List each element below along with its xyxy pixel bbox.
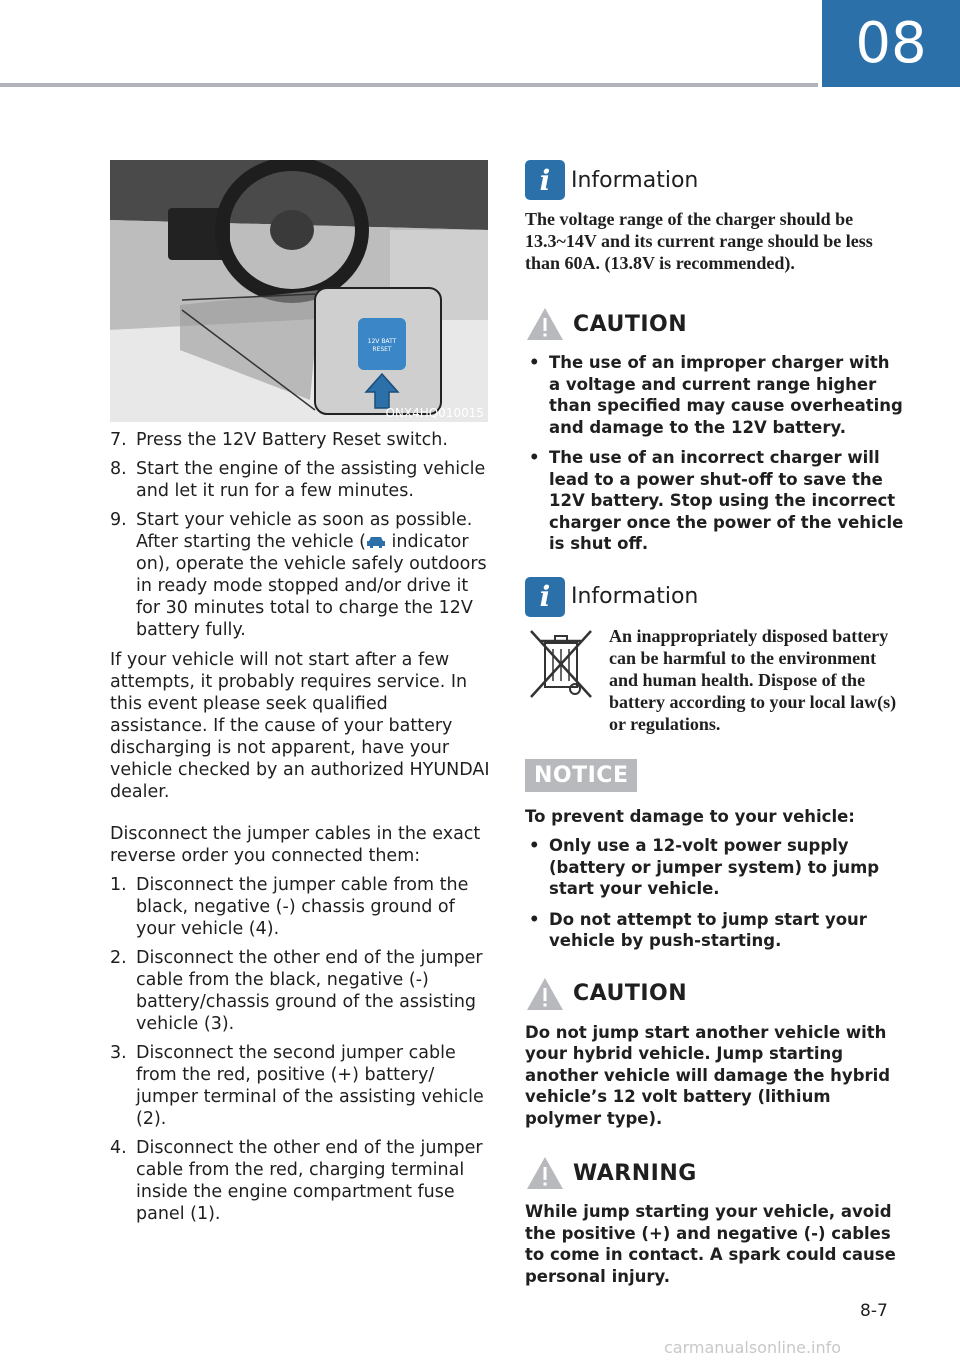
info-text: The voltage range of the charger should be 13.3~14V and its current range should be less than 60A. (13.8V is recommended). — [525, 209, 873, 273]
caution-box-charger — [525, 304, 905, 555]
step-text: Start the engine of the assisting vehicle and let it run for a few minutes. — [136, 459, 486, 501]
right-column — [525, 160, 905, 1287]
info-text: An inappropriately disposed battery can be harmful to the environment and human health. Dispose of the battery according to your local law(s) or regulations. — [609, 625, 897, 734]
arrow-up-icon — [362, 370, 402, 410]
step-number: 1. — [110, 875, 127, 895]
warning-header — [525, 1153, 905, 1193]
vehicle-ready-indicator-icon — [366, 535, 386, 549]
warning-triangle-icon — [525, 1155, 565, 1191]
list-item — [110, 874, 490, 940]
step-text: Press the 12V Battery Reset switch. — [136, 430, 448, 450]
list-item — [110, 509, 490, 641]
page-number: 8-7 — [860, 1301, 888, 1321]
header-rule — [0, 83, 818, 87]
steps-list — [110, 429, 490, 641]
list-item — [110, 947, 490, 1035]
caution-title: CAUTION — [573, 311, 688, 337]
step-number: 2. — [110, 948, 127, 968]
caution-header — [525, 974, 905, 1014]
notice-list — [525, 835, 905, 952]
disposal-row — [525, 625, 905, 735]
caution-box-hybrid — [525, 974, 905, 1130]
figure-code: ONX4HQ010015 — [385, 406, 484, 420]
warning-triangle-icon — [525, 976, 565, 1012]
info-title: Information — [571, 584, 699, 609]
list-item — [110, 1137, 490, 1225]
step-number: 9. — [110, 510, 127, 530]
dashboard-figure — [110, 160, 488, 422]
list-item: • Do not attempt to jump start your vehicle by push-starting. — [525, 909, 905, 952]
notice-badge: NOTICE — [525, 759, 637, 792]
step-text: Disconnect the second jumper cable from the red, positive (+) battery/ jumper terminal of the assisting vehicle (2). — [136, 1043, 484, 1129]
step-text: Disconnect the other end of the jumper cable from the black, negative (-) battery/chassis ground of the assisting vehicle (3). — [136, 948, 483, 1034]
info-title: Information — [571, 167, 699, 193]
caution-list — [525, 352, 905, 555]
info-box-charger — [525, 160, 905, 274]
crossed-bin-icon — [525, 625, 597, 703]
notice-intro: To prevent damage to your vehicle: — [525, 806, 855, 826]
service-paragraph: If your vehicle will not start after a few attempts, it probably requires service. In this event please seek qualified assistance. If the cause of your battery discharging is not apparent, have your vehicle checked by an authorized HYUNDAI dealer. — [110, 650, 490, 802]
info-header — [525, 160, 905, 200]
step-number: 8. — [110, 459, 127, 479]
list-item: • Only use a 12-volt power supply (battery or jumper system) to jump start your vehicle. — [525, 835, 905, 900]
warning-title: WARNING — [573, 1160, 697, 1186]
step9-text-before: Start your vehicle as soon as possible. After starting the vehicle ( — [136, 510, 473, 552]
step-text: Disconnect the jumper cable from the black, negative (-) chassis ground of your vehicle (4). — [136, 875, 469, 939]
switch-label-1: 12V BATT — [367, 338, 397, 345]
dashboard-illustration — [110, 160, 488, 422]
caution-header — [525, 304, 905, 344]
step-number: 7. — [110, 430, 127, 450]
left-column — [110, 160, 490, 1225]
step-number: 4. — [110, 1138, 127, 1158]
switch-label-2: RESET — [372, 346, 392, 353]
list-item: • The use of an incorrect charger will lead to a power shut-off to save the 12V battery. Stop using the incorrect charger once the power of the vehicle is shut off. — [525, 447, 905, 555]
step-text — [136, 509, 490, 641]
step9-text-after: indicator on), operate the vehicle safely outdoors in ready mode stopped and/or drive it for 30 minutes total to charge the 12V battery fully. — [136, 532, 487, 640]
step-text: Disconnect the other end of the jumper cable from the red, charging terminal inside the engine compartment fuse panel (1). — [136, 1138, 483, 1224]
disconnect-steps — [110, 874, 490, 1225]
notice-box — [525, 759, 905, 952]
list-item: • The use of an improper charger with a voltage and current range higher than specified may cause overheating and damage to the 12V battery. — [525, 352, 905, 438]
chapter-tab: 08 — [822, 0, 960, 87]
step-number: 3. — [110, 1043, 127, 1063]
warning-text: While jump starting your vehicle, avoid the positive (+) and negative (-) cables to come in contact. A spark could cause personal injury. — [525, 1202, 896, 1286]
info-icon: i — [525, 160, 565, 200]
caution-text: Do not jump start another vehicle with your hybrid vehicle. Jump starting another vehicle will damage the hybrid vehicle’s 12 volt battery (lithium polymer type). — [525, 1022, 891, 1128]
list-item — [110, 458, 490, 502]
watermark: carmanualsonline.info — [664, 1338, 842, 1357]
warning-triangle-icon — [525, 306, 565, 342]
warning-box — [525, 1153, 905, 1287]
info-box-disposal — [525, 577, 905, 735]
info-header — [525, 577, 905, 617]
list-item — [110, 429, 490, 451]
caution-title: CAUTION — [573, 981, 688, 1006]
list-item — [110, 1042, 490, 1130]
disconnect-intro: Disconnect the jumper cables in the exact reverse order you connected them: — [110, 824, 481, 866]
info-icon: i — [525, 577, 565, 617]
